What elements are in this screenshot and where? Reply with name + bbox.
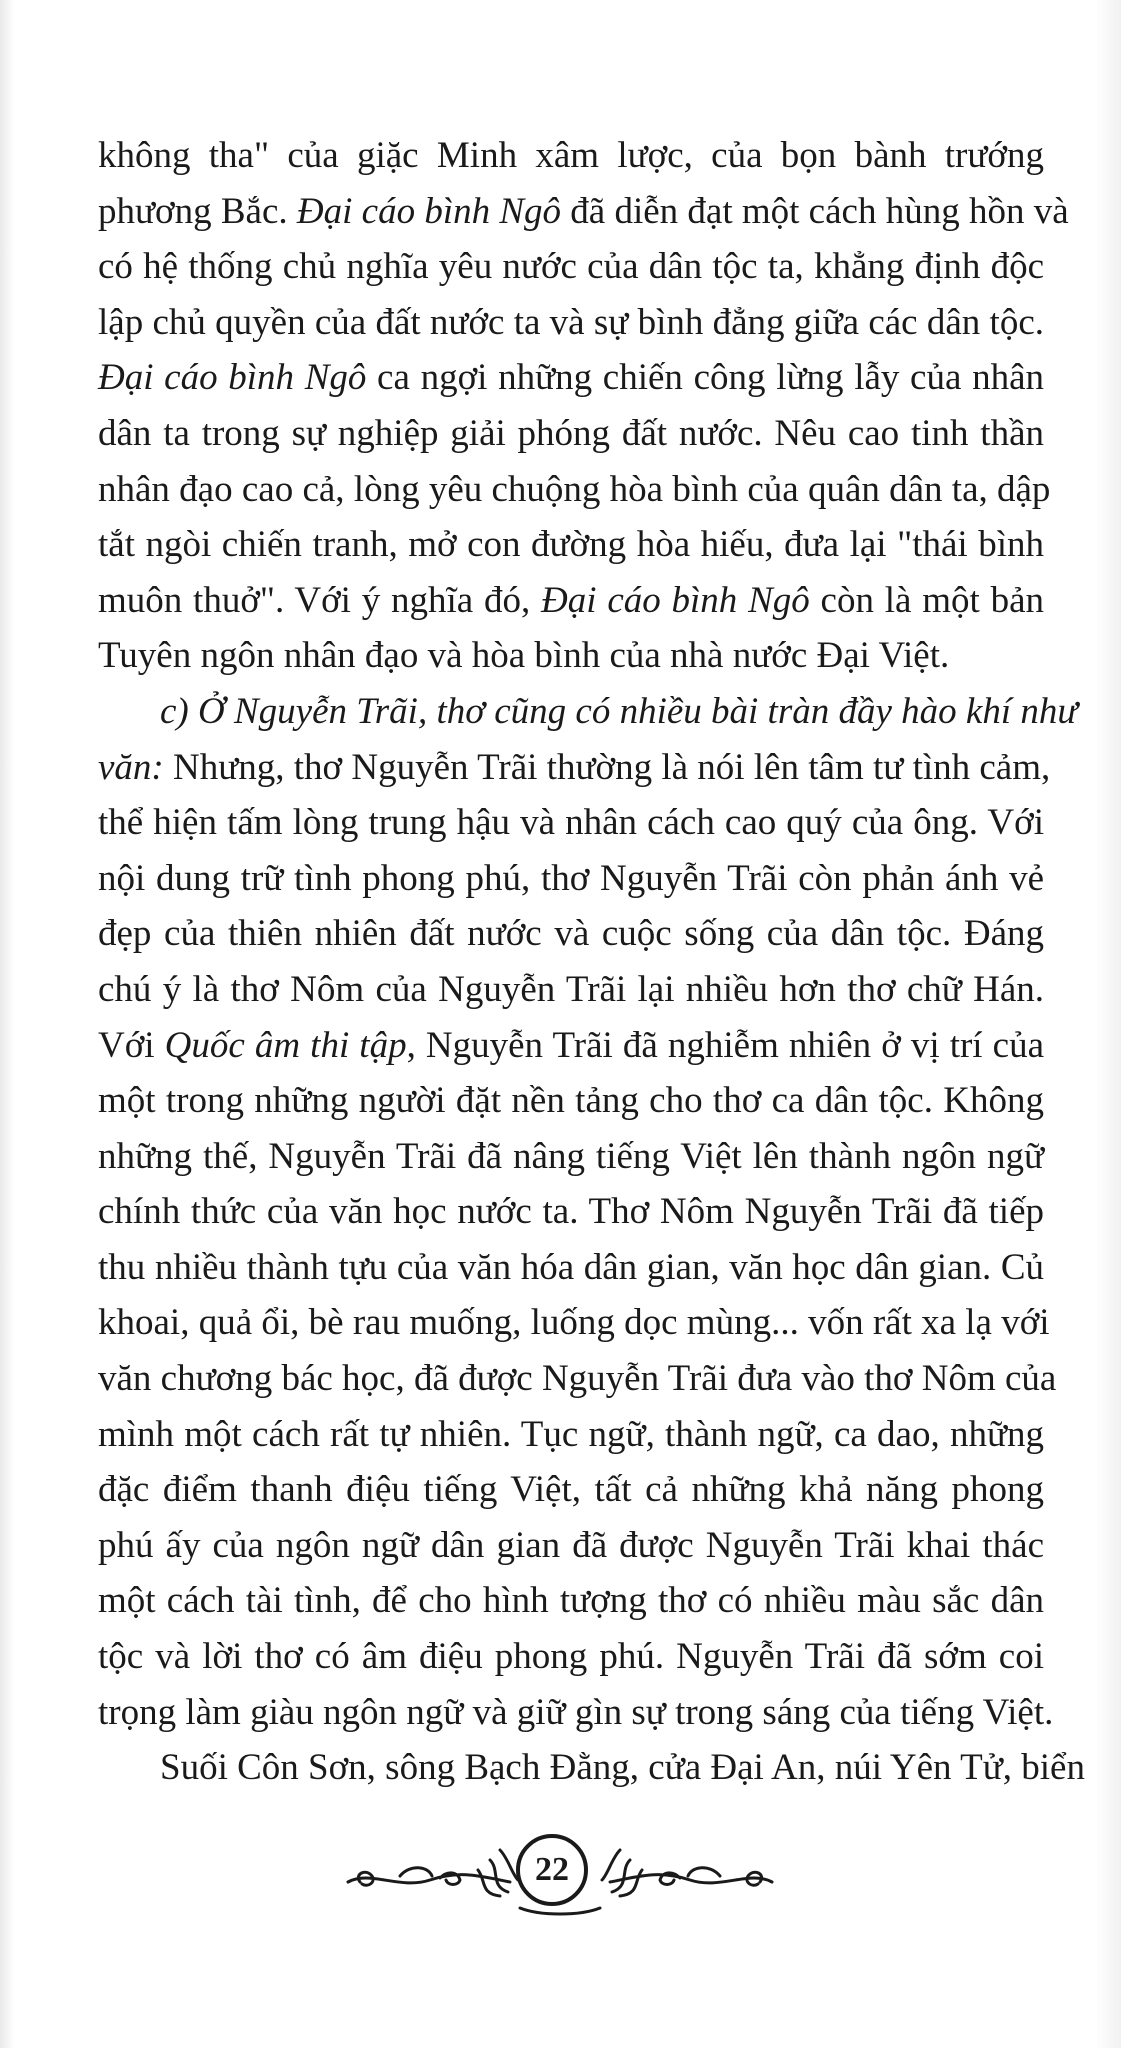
text-line: [98, 851, 1044, 907]
text-line: [98, 1073, 1044, 1129]
text-segment: thể hiện tấm lòng trung hậu và nhân cách cao quý của ông. Với: [98, 802, 1044, 844]
text-segment: những thế, Nguyễn Trãi đã nâng tiếng Việt lên thành ngôn ngữ: [98, 1135, 1044, 1177]
text-segment: đã diễn đạt một cách hùng hồn và: [561, 190, 1069, 232]
text-segment: muôn thuở". Với ý nghĩa đó,: [98, 579, 542, 621]
text-segment: nội dung trữ tình phong phú, thơ Nguyễn Trãi còn phản ánh vẻ: [98, 857, 1044, 899]
text-line: [98, 1295, 1050, 1351]
text-line: [98, 128, 1044, 184]
text-segment: phương Bắc.: [98, 190, 297, 232]
text-line: [98, 295, 1044, 351]
text-segment: thu nhiều thành tựu của văn hóa dân gian, văn học dân gian. Củ: [98, 1246, 1044, 1288]
text-line: [98, 1351, 1057, 1407]
text-segment: có hệ thống chủ nghĩa yêu nước của dân tộc ta, khẳng định độc: [98, 246, 1044, 288]
text-line: [98, 573, 1044, 629]
text-segment: đặc điểm thanh điệu tiếng Việt, tất cả những khả năng phong: [98, 1469, 1044, 1511]
italic-text: văn:: [98, 746, 164, 788]
text-line: [98, 1518, 1044, 1574]
italic-text: Đại cáo bình Ngô: [98, 357, 367, 399]
text-line: [98, 1184, 1044, 1240]
text-line: [98, 1240, 1044, 1296]
text-segment: văn chương bác học, đã được Nguyễn Trãi đưa vào thơ Nôm của: [98, 1358, 1057, 1400]
text-line: [98, 1462, 1044, 1518]
text-segment: dân ta trong sự nghiệp giải phóng đất nước. Nêu cao tinh thần: [98, 412, 1044, 454]
body-text: [98, 128, 1085, 1796]
text-segment: không tha" của giặc Minh xâm lược, của bọn bành trướng: [98, 135, 1044, 176]
text-line: [98, 795, 1044, 851]
text-line: [98, 1129, 1044, 1185]
text-line: [98, 740, 1051, 796]
text-segment: phú ấy của ngôn ngữ dân gian đã được Nguyễn Trãi khai thác: [98, 1524, 1044, 1566]
text-segment: còn là một bản: [809, 579, 1044, 621]
text-segment: trọng làm giàu ngôn ngữ và giữ gìn sự trong sáng của tiếng Việt.: [98, 1691, 1054, 1733]
text-segment: Với: [98, 1024, 165, 1066]
text-line: [98, 1573, 1044, 1629]
text-segment: lập chủ quyền của đất nước ta và sự bình đẳng giữa các dân tộc.: [98, 301, 1044, 343]
text-segment: khoai, quả ổi, bè rau muống, luống dọc mùng... vốn rất xa lạ với: [98, 1302, 1050, 1344]
text-segment: mình một cách rất tự nhiên. Tục ngữ, thành ngữ, ca dao, những: [98, 1413, 1044, 1455]
italic-text: Đại cáo bình Ngô: [296, 190, 562, 232]
italic-text: Đại cáo bình Ngô: [541, 579, 810, 621]
text-line: [98, 184, 1069, 240]
text-line: [98, 1018, 1044, 1074]
italic-text: c) Ở Nguyễn Trãi, thơ cũng có nhiều bài tràn đầy hào khí như: [160, 690, 1078, 732]
text-line: [98, 628, 1044, 684]
text-segment: đẹp của thiên nhiên đất nước và cuộc sống của dân tộc. Đáng: [98, 913, 1044, 955]
text-segment: , Nguyễn Trãi đã nghiễm nhiên ở vị trí của: [406, 1024, 1045, 1066]
text-line: [98, 1740, 1085, 1796]
text-line: [98, 1407, 1044, 1463]
text-line: [98, 906, 1044, 962]
italic-text: Quốc âm thi tập: [164, 1024, 407, 1066]
text-segment: một trong những người đặt nền tảng cho thơ ca dân tộc. Không: [98, 1080, 1044, 1122]
text-line: [98, 684, 1078, 740]
page-number: 22: [516, 1834, 588, 1906]
text-segment: nhân đạo cao cả, lòng yêu chuộng hòa bình của quân dân ta, dập: [98, 468, 1051, 510]
text-segment: ca ngợi những chiến công lừng lẫy của nhân: [366, 357, 1044, 399]
page-footer: [340, 1830, 780, 1920]
text-segment: chính thức của văn học nước ta. Thơ Nôm Nguyễn Trãi đã tiếp: [98, 1191, 1044, 1233]
text-line: [98, 406, 1044, 462]
text-segment: Tuyên ngôn nhân đạo và hòa bình của nhà nước Đại Việt.: [98, 635, 950, 677]
text-line: [98, 962, 1044, 1018]
text-segment: tộc và lời thơ có âm điệu phong phú. Nguyễn Trãi đã sớm coi: [98, 1636, 1044, 1678]
text-segment: tắt ngòi chiến tranh, mở con đường hòa hiếu, đưa lại "thái bình: [98, 524, 1044, 566]
text-line: [98, 1629, 1044, 1685]
text-line: [98, 350, 1044, 406]
text-line: [98, 462, 1051, 518]
text-line: [98, 239, 1044, 295]
text-segment: một cách tài tình, để cho hình tượng thơ có nhiều màu sắc dân: [98, 1580, 1044, 1622]
text-segment: chú ý là thơ Nôm của Nguyễn Trãi lại nhiều hơn thơ chữ Hán.: [98, 968, 1044, 1010]
text-segment: Suối Côn Sơn, sông Bạch Đằng, cửa Đại An, núi Yên Tử, biển: [160, 1747, 1085, 1789]
text-line: [98, 1685, 1054, 1741]
text-line: [98, 517, 1044, 573]
text-segment: Nhưng, thơ Nguyễn Trãi thường là nói lên tâm tư tình cảm,: [163, 746, 1051, 788]
